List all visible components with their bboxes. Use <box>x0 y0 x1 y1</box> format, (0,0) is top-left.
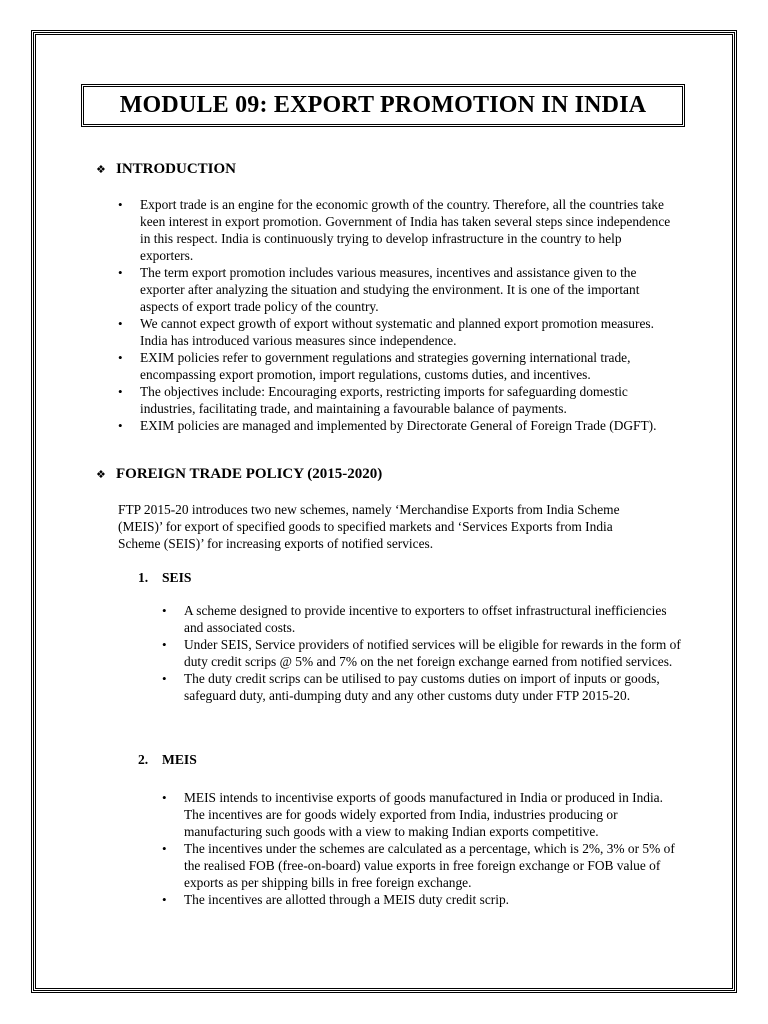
seis-number: 1. <box>138 570 149 585</box>
bullet-icon: • <box>162 892 167 907</box>
bullet-icon: • <box>162 671 167 686</box>
list-item-text: EXIM policies refer to government regulations and strategies governing international trade, encompassing export promotion, import regulations, customs duties, and incentives. <box>140 350 631 382</box>
introduction-list <box>118 196 678 434</box>
list-item <box>162 670 682 704</box>
bullet-icon: • <box>162 603 167 618</box>
page-title: MODULE 09: EXPORT PROMOTION IN INDIA <box>119 92 647 118</box>
bullet-icon: • <box>118 197 123 212</box>
ftp-heading-text: FOREIGN TRADE POLICY (2015-2020) <box>116 466 383 482</box>
list-item <box>162 636 682 670</box>
bullet-icon: • <box>162 790 167 805</box>
bullet-icon: • <box>118 384 123 399</box>
seis-heading <box>138 570 191 586</box>
list-item <box>118 417 678 434</box>
list-item <box>162 840 682 891</box>
meis-heading <box>138 752 197 768</box>
bullet-icon: • <box>118 316 123 331</box>
introduction-heading <box>96 161 236 178</box>
bullet-icon: • <box>162 637 167 652</box>
list-item <box>118 315 678 349</box>
bullet-icon: • <box>118 350 123 365</box>
list-item <box>118 264 678 315</box>
list-item-text: The objectives include: Encouraging exports, restricting imports for safeguarding domestic industries, facilitating trade, and maintaining a favourable balance of payments. <box>140 384 628 416</box>
bullet-icon: • <box>118 265 123 280</box>
list-item-text: Export trade is an engine for the economic growth of the country. Therefore, all the countries take keen interest in export promotion. Government of India has taken several steps since independence in this respect. India is continuously trying to develop infrastructure in the country to help exporters. <box>140 197 671 263</box>
meis-heading-text: MEIS <box>162 752 197 767</box>
diamond-bullet-icon: ❖ <box>96 468 106 481</box>
list-item-text: EXIM policies are managed and implemented by Directorate General of Foreign Trade (DGFT). <box>140 418 657 433</box>
diamond-bullet-icon: ❖ <box>96 163 106 176</box>
list-item-text: Under SEIS, Service providers of notified services will be eligible for rewards in the form of duty credit scrips @ 5% and 7% on the net foreign exchange earned from notified services. <box>184 637 681 669</box>
list-item <box>162 602 682 636</box>
seis-list <box>162 602 682 704</box>
list-item-text: The incentives under the schemes are calculated as a percentage, which is 2%, 3% or 5% of the realised FOB (free-on-board) value exports in free foreign exchange or FOB value of exports as per shipping bills in free foreign exchange. <box>184 841 675 890</box>
introduction-heading-text: INTRODUCTION <box>116 161 237 177</box>
seis-heading-text: SEIS <box>162 570 192 585</box>
list-item <box>162 789 682 840</box>
bullet-icon: • <box>162 841 167 856</box>
list-item <box>162 891 682 908</box>
list-item <box>118 349 678 383</box>
list-item-text: We cannot expect growth of export without systematic and planned export promotion measures. India has introduced various measures since independence. <box>140 316 654 348</box>
title-box <box>81 84 685 127</box>
list-item <box>118 383 678 417</box>
list-item <box>118 196 678 264</box>
list-item-text: The duty credit scrips can be utilised to pay customs duties on import of inputs or goods, safeguard duty, anti-dumping duty and any other customs duty under FTP 2015-20. <box>184 671 660 703</box>
list-item-text: MEIS intends to incentivise exports of goods manufactured in India or produced in India. The incentives are for goods widely exported from India, industries producing or manufacturing such goods with a view to making Indian exports competitive. <box>184 790 663 839</box>
bullet-icon: • <box>118 418 123 433</box>
list-item-text: The incentives are allotted through a MEIS duty credit scrip. <box>184 892 509 907</box>
meis-list <box>162 789 682 908</box>
list-item-text: The term export promotion includes various measures, incentives and assistance given to the exporter after analyzing the situation and studying the environment. It is one of the important aspects of export trade policy of the country. <box>140 265 640 314</box>
list-item-text: A scheme designed to provide incentive to exporters to offset infrastructural inefficiencies and associated costs. <box>184 603 667 635</box>
ftp-paragraph: FTP 2015-20 introduces two new schemes, namely ‘Merchandise Exports from India Scheme (MEIS)’ for export of specified goods to specified markets and ‘Services Exports from India Scheme (SEIS)’ for increasing exports of notified services. <box>118 502 620 551</box>
meis-number: 2. <box>138 752 149 767</box>
ftp-heading <box>96 466 382 483</box>
